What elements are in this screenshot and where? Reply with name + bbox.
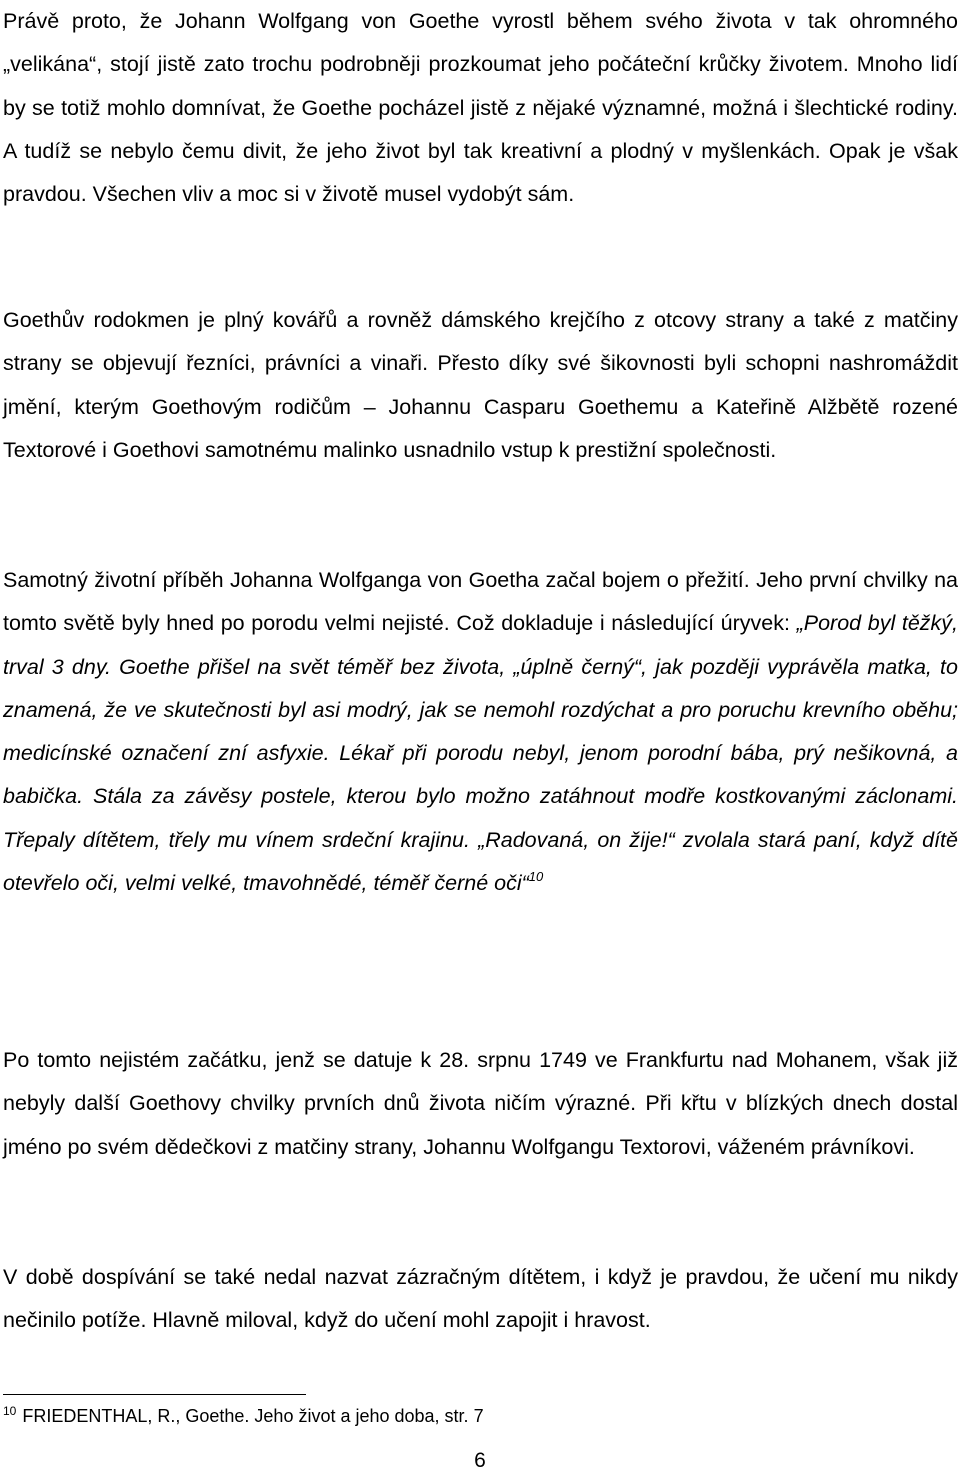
footnote-separator [3,1394,306,1395]
footnote [3,1404,903,1428]
footnote-number: 10 [3,1404,17,1418]
footnote-reference: 10 [528,869,544,885]
paragraph-2: Goethův rodokmen je plný kovářů a rovněž dámského krejčího z otcovy strany a také z matčiny strany se objevují řezníci, právníci a vinaři. Přesto díky své šikovnosti byli schopni nashromáždit jmění, kterým Goethovým rodičům – Johannu Casparu Goethemu a Kateřině Alžbětě rozené Textorové i Goethovi samotnému malinko usnadnilo vstup k prestižní společnosti. [3,308,958,462]
quote-text: „Porod byl těžký, trval 3 dny. Goethe přišel na svět téměř bez života, „úplně černý“, jak později vyprávěla matka, to znamená, že ve skutečnosti byl asi modrý, jak se nemohl rozdýchat a pro poruchu krevního oběhu; medicínské označení zní asfyxie. Lékař při porodu nebyl, jenom porodní bába, prý nešikovná, a babička. Stála za závěsy postele, kterou bylo možno zatáhnout modře kostkovanými záclonami. Třepaly dítětem, třely mu vínem srdeční krajinu. „Radovaná, on žije!“ zvolala stará paní, když dítě otevřelo oči, velmi velké, tmavohnědé, téměř černé oči“ [3,611,959,896]
paragraph-3 [3,559,958,905]
paragraph-1: Právě proto, že Johann Wolfgang von Goethe vyrostl během svého života v tak ohromného „velikána“, stojí jistě zato trochu podrobněji prozkoumat jeho počáteční krůčky životem. Mnoho lidí by se totiž mohlo domnívat, že Goethe pocházel jistě z nějaké významné, možná i šlechtické rodiny. A tudíž se nebylo čemu divit, že jeho život byl tak kreativní a plodný v myšlenkách. Opak je však pravdou. Všechen vliv a moc si v životě musel vydobýt sám. [3,9,958,207]
paragraph-3-lead: Samotný životní příběh Johanna Wolfganga von Goetha začal bojem o přežití. Jeho první chvilky na tomto světě byly hned po porodu velmi nejisté. Což dokladuje i následující úryvek: [3,568,958,636]
paragraph-5: V době dospívání se také nedal nazvat zázračným dítětem, i když je pravdou, že učení mu nikdy nečinilo potíže. Hlavně miloval, když do učení mohl zapojit i hravost. [3,1265,958,1333]
page-number: 6 [474,1449,486,1472]
footnote-text: FRIEDENTHAL, R., Goethe. Jeho život a jeho doba, str. 7 [22,1406,484,1426]
paragraph-4: Po tomto nejistém začátku, jenž se datuje k 28. srpnu 1749 ve Frankfurtu nad Mohanem, však již nebyly další Goethovy chvilky prvních dnů života ničím výrazné. Při křtu v blízkých dnech dostal jméno po svém dědečkovi z matčiny strany, Johannu Wolfgangu Textorovi, váženém právníkovi. [3,1048,958,1159]
